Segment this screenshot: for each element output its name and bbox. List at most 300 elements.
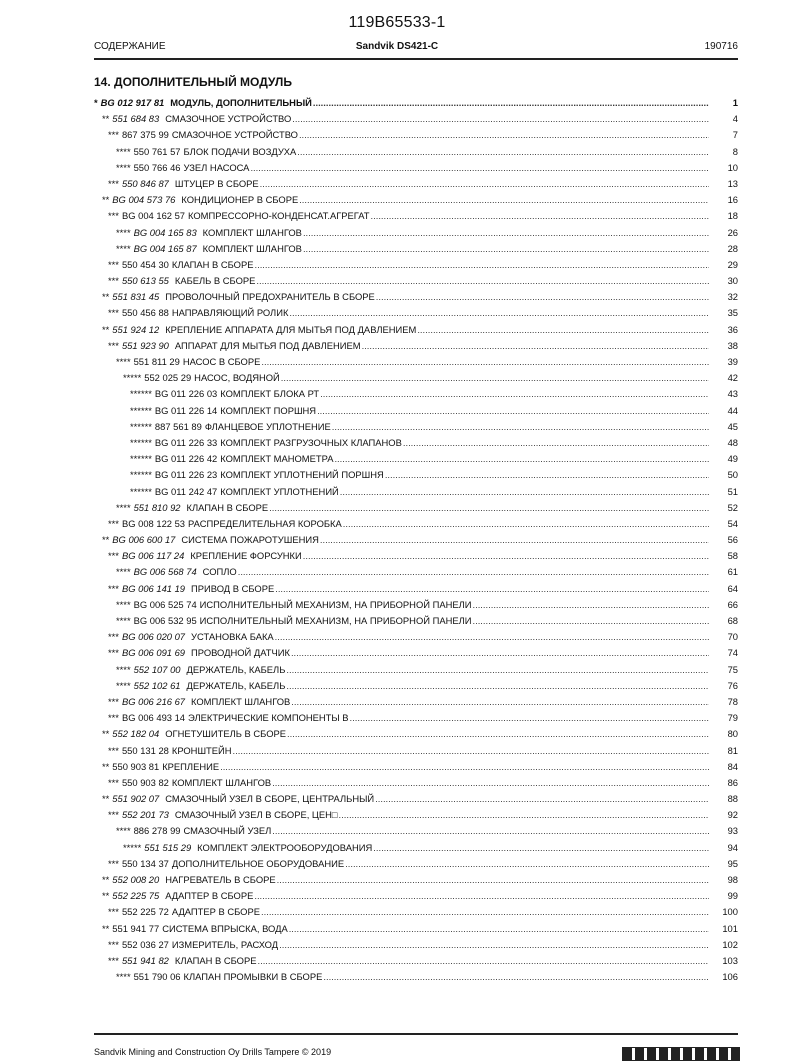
toc-level-marker: **** [116,501,131,513]
toc-dot-leader [220,761,709,772]
toc-page-number: 29 [727,258,738,270]
toc-entry[interactable] [94,534,738,550]
toc-entry[interactable] [94,243,738,259]
toc-part-number: 552 182 04 [112,728,160,740]
toc-page-number: 75 [727,663,738,675]
toc-entry[interactable] [94,906,738,922]
toc-entry-title: КОНДИЦИОНЕР В СБОРЕ [181,194,299,206]
toc-page-number: 10 [727,161,738,173]
document-number: 119B65533-1 [348,14,446,31]
header-divider [94,58,738,60]
toc-entry-title: АДАПТЕР В СБОРЕ [165,890,254,902]
toc-page-number: 18 [727,210,738,222]
toc-level-marker: ** [102,760,110,772]
toc-entry-title: КОМПЛЕКТ ШЛАНГОВ [171,776,272,788]
toc-dot-leader [362,340,709,351]
toc-part-number: 552 225 75 [112,890,160,902]
toc-dot-leader [417,324,709,335]
toc-level-marker: *** [108,582,119,594]
toc-entry-title: КЛАПАН ПРОМЫВКИ В СБОРЕ [183,971,323,983]
toc-part-number: BG 006 532 95 [133,615,197,626]
toc-level-marker: ****** [130,388,152,400]
toc-level-marker: *** [108,307,119,319]
toc-entry-title: ШТУЦЕР В СБОРЕ [174,177,259,189]
toc-entry[interactable] [94,405,738,421]
toc-dot-leader [334,453,709,464]
toc-part-number: BG 011 226 42 [154,453,218,465]
toc-page-number: 42 [727,372,738,384]
toc-entry-title: КОМПРЕССОРНО-КОНДЕНСАТ.АГРЕГАТ [188,210,370,222]
toc-dot-leader [275,583,709,594]
toc-part-number: 550 846 87 [121,177,169,189]
toc-entry[interactable] [94,453,738,469]
toc-entry-title: СОПЛО [202,566,237,578]
toc-dot-leader [373,842,709,853]
toc-page-number: 32 [727,291,738,303]
toc-dot-leader [332,421,709,432]
toc-entry[interactable] [94,178,738,194]
toc-level-marker: ****** [130,453,152,465]
toc-part-number: BG 004 165 87 [133,242,197,254]
toc-part-number: 551 831 45 [112,291,160,303]
toc-page-number: 93 [727,825,738,837]
toc-part-number: 551 790 06 [133,971,181,983]
toc-level-marker: *** [108,857,119,869]
toc-page-number: 50 [727,469,738,481]
toc-level-marker: **** [116,566,131,578]
toc-dot-leader [272,777,709,788]
toc-page-number: 66 [727,598,738,610]
toc-dot-leader [299,129,709,140]
toc-level-marker: *** [108,177,119,189]
toc-page-number: 68 [727,615,738,626]
toc-entry[interactable] [94,890,738,906]
toc-dot-leader [279,939,709,950]
toc-dot-leader [289,307,709,318]
toc-entry-title: ИСПОЛНИТЕЛЬНЫЙ МЕХАНИЗМ, НА ПРИБОРНОЙ ПАНЕЛИ [199,598,472,610]
toc-part-number: BG 004 162 57 [121,210,186,222]
toc-entry[interactable] [94,583,738,599]
toc-dot-leader [303,550,709,561]
toc-dot-leader [269,502,709,513]
toc-page-number: 16 [727,194,738,206]
toc-part-number: 551 684 83 [112,113,160,125]
toc-entry[interactable] [94,324,738,340]
toc-entry-title: НАСОС В СБОРЕ [182,356,261,367]
toc-page-number: 38 [727,339,738,351]
toc-level-marker: *** [108,938,119,950]
toc-part-number: 550 766 46 [133,161,181,173]
toc-level-marker: ***** [123,841,142,853]
toc-page-number: 81 [727,744,738,756]
toc-entry[interactable] [94,372,738,388]
toc-part-number: 887 561 89 [154,420,202,432]
toc-level-marker: *** [108,275,119,287]
toc-entry[interactable] [94,518,738,534]
toc-dot-leader [281,372,709,383]
toc-part-number: BG 004 165 83 [133,226,197,238]
toc-entry[interactable] [94,146,738,162]
toc-entry-title: КРЕПЛЕНИЕ АППАРАТА ДЛЯ МЫТЬЯ ПОД ДАВЛЕНИЕМ [165,323,417,335]
toc-entry-title: БЛОК ПОДАЧИ ВОЗДУХА [183,145,297,157]
toc-entry[interactable] [94,291,738,307]
toc-entry[interactable] [94,761,738,777]
toc-part-number: BG 006 141 19 [121,582,186,594]
toc-level-marker: **** [116,663,131,675]
table-of-contents [94,97,738,987]
toc-dot-leader [323,971,709,982]
toc-dot-leader [339,809,709,820]
toc-page-number: 76 [727,679,738,691]
toc-entry[interactable] [94,194,738,210]
toc-level-marker: ****** [130,469,152,481]
toc-level-marker: * [94,97,98,108]
toc-level-marker: *** [108,954,119,966]
toc-page-number: 28 [727,242,738,254]
toc-entry-title: КОМПЛЕКТ УПЛОТНЕНИЙ [220,485,339,497]
toc-entry-title: КРЕПЛЕНИЕ [162,760,220,772]
toc-level-marker: **** [116,226,131,238]
toc-part-number: 552 036 27 [121,938,169,950]
toc-part-number: BG 006 493 14 [121,712,186,724]
toc-level-marker: *** [108,809,119,821]
toc-part-number: 552 225 72 [121,906,169,918]
toc-dot-leader [291,647,709,658]
toc-level-marker: **** [116,242,131,254]
toc-dot-leader [317,405,709,416]
toc-level-marker: *** [108,517,119,529]
toc-page-number: 13 [727,177,738,189]
toc-part-number: BG 006 216 67 [121,695,186,707]
toc-page-number: 88 [727,793,738,805]
toc-entry[interactable] [94,680,738,696]
toc-entry[interactable] [94,227,738,243]
toc-entry[interactable] [94,469,738,485]
toc-entry[interactable] [94,971,738,987]
toc-part-number: 551 515 29 [144,841,192,853]
toc-part-number: BG 012 917 81 [100,97,165,108]
toc-dot-leader [303,227,709,238]
toc-page-number: 106 [722,971,738,983]
toc-entry[interactable] [94,664,738,680]
toc-entry[interactable] [94,356,738,372]
toc-dot-leader [371,210,710,221]
toc-part-number: 552 102 61 [133,679,181,691]
toc-entry-title: НАГРЕВАТЕЛЬ В СБОРЕ [165,874,276,885]
toc-entry[interactable] [94,842,738,858]
toc-entry-title: КЛАПАН В СБОРЕ [171,258,254,270]
toc-level-marker: ** [102,793,110,805]
toc-entry[interactable] [94,275,738,291]
toc-entry[interactable] [94,615,738,631]
toc-entry[interactable] [94,712,738,728]
toc-entry-title: КОМПЛЕКТ ПОРШНЯ [220,404,317,416]
toc-level-marker: ****** [130,436,152,448]
toc-page-number: 4 [732,113,738,125]
toc-entry[interactable] [94,437,738,453]
toc-part-number: 550 454 30 [121,258,169,270]
toc-part-number: 552 008 20 [112,874,160,885]
toc-page-number: 1 [732,97,738,108]
toc-level-marker: ** [102,194,110,206]
toc-entry[interactable] [94,259,738,275]
toc-entry-title: УСТАНОВКА БАКА [191,631,274,643]
toc-page-number: 102 [722,938,738,950]
toc-dot-leader [261,906,709,917]
toc-entry-title: АДАПТЕР В СБОРЕ [171,906,260,918]
toc-entry-title: КОМПЛЕКТ ЭЛЕКТРООБОРУДОВАНИЯ [197,841,373,853]
toc-part-number: 550 131 28 [121,744,169,756]
toc-entry-title: ДЕРЖАТЕЛЬ, КАБЕЛЬ [186,679,286,691]
toc-page-number: 70 [727,631,738,643]
toc-level-marker: *** [108,776,119,788]
toc-dot-leader [256,275,709,286]
toc-part-number: 867 375 99 [121,129,169,141]
toc-dot-leader [376,291,709,302]
toc-entry-title: СМАЗОЧНЫЙ УЗЕЛ В СБОРЕ, ЦЕНТРАЛЬНЫЙ [165,793,375,805]
toc-entry[interactable] [94,566,738,582]
toc-entry-title: ДОПОЛНИТЕЛЬНОЕ ОБОРУДОВАНИЕ [171,857,345,869]
toc-entry-title: НАПРАВЛЯЮЩИЙ РОЛИК [171,307,289,319]
toc-dot-leader [291,696,709,707]
toc-part-number: 551 811 29 [133,356,180,367]
toc-level-marker: **** [116,598,131,610]
toc-dot-leader [254,259,709,270]
toc-page-number: 99 [727,890,738,902]
header-model-name: Sandvik DS421-C [355,41,439,52]
header-contents-label: СОДЕРЖАНИЕ [94,41,166,52]
toc-page-number: 94 [727,841,738,853]
toc-part-number: 551 941 82 [121,954,169,966]
toc-dot-leader [340,486,709,497]
toc-level-marker: *** [108,712,119,724]
toc-entry-title: ПРОВОЛОЧНЫЙ ПРЕДОХРАНИТЕЛЬ В СБОРЕ [165,291,375,303]
toc-entry-title: КОМПЛЕКТ МАНОМЕТРА [220,453,334,465]
toc-dot-leader [472,599,709,610]
toc-entry-title: ОГНЕТУШИТЕЛЬ В СБОРЕ [165,728,286,740]
toc-dot-leader [260,178,709,189]
toc-part-number: 550 613 55 [121,275,169,287]
toc-entry-title: КОМПЛЕКТ ШЛАНГОВ [191,695,291,707]
toc-page-number: 80 [727,728,738,740]
toc-dot-leader [472,615,709,626]
toc-part-number: BG 006 020 07 [121,631,186,643]
toc-dot-leader [257,955,709,966]
toc-entry[interactable] [94,113,738,129]
toc-entry[interactable] [94,874,738,890]
toc-entry-title: ФЛАНЦЕВОЕ УПЛОТНЕНИЕ [204,420,331,432]
toc-dot-leader [343,518,709,529]
toc-page-number: 58 [727,550,738,562]
toc-part-number: BG 006 568 74 [133,566,197,578]
toc-entry[interactable] [94,809,738,825]
toc-dot-leader [292,113,709,124]
toc-part-number: 550 903 81 [112,760,160,772]
toc-entry[interactable] [94,631,738,647]
toc-part-number: BG 011 226 23 [154,469,218,481]
toc-dot-leader [275,631,709,642]
toc-level-marker: ** [102,291,110,303]
toc-level-marker: *** [108,258,119,270]
toc-part-number: BG 011 226 14 [154,404,218,416]
toc-page-number: 7 [732,129,738,141]
toc-entry[interactable] [94,858,738,874]
toc-page-number: 95 [727,857,738,869]
toc-level-marker: **** [116,615,131,626]
toc-part-number: 552 025 29 [144,372,192,384]
toc-part-number: 551 902 07 [112,793,160,805]
toc-dot-leader [350,712,709,723]
toc-page-number: 79 [727,712,738,724]
toc-part-number: BG 006 525 74 [133,598,197,610]
toc-entry-title: СМАЗОЧНОЕ УСТРОЙСТВО [171,129,298,141]
toc-level-marker: **** [116,679,131,691]
toc-level-marker: ** [102,922,110,934]
toc-entry-title: ПРОВОДНОЙ ДАТЧИК [191,647,290,659]
toc-page-number: 26 [727,226,738,238]
toc-dot-leader [289,923,709,934]
toc-level-marker: ** [102,113,110,125]
toc-entry[interactable] [94,340,738,356]
toc-page-number: 52 [727,501,738,513]
toc-page-number: 44 [727,404,738,416]
toc-page-number: 35 [727,307,738,319]
toc-entry[interactable] [94,777,738,793]
toc-part-number: BG 008 122 53 [121,517,186,529]
toc-page-number: 48 [727,436,738,448]
toc-entry[interactable] [94,129,738,145]
toc-dot-leader [320,388,709,399]
toc-level-marker: **** [116,145,131,157]
toc-entry-title: СМАЗОЧНЫЙ УЗЕЛ [183,825,272,837]
toc-entry-title: СИСТЕМА ВПРЫСКА, ВОДА [162,922,288,934]
toc-part-number: 886 278 99 [133,825,181,837]
toc-page-number: 49 [727,453,738,465]
toc-part-number: 551 941 77 [112,922,160,934]
toc-level-marker: *** [108,550,119,562]
toc-level-marker: ****** [130,404,152,416]
toc-part-number: BG 011 242 47 [154,485,218,497]
toc-page-number: 51 [727,485,738,497]
toc-entry[interactable] [94,97,738,113]
toc-entry[interactable] [94,728,738,744]
toc-page-number: 101 [722,922,738,934]
toc-level-marker: ** [102,890,110,902]
toc-dot-leader [320,534,709,545]
toc-dot-leader [403,437,709,448]
toc-level-marker: ** [102,323,110,335]
toc-level-marker: ***** [123,372,142,384]
toc-entry-title: ПРИВОД В СБОРЕ [191,582,275,594]
toc-dot-leader [297,146,709,157]
toc-entry-title: НАСОС, ВОДЯНОЙ [194,372,280,384]
toc-dot-leader [303,243,709,254]
toc-level-marker: *** [108,744,119,756]
toc-dot-leader [286,680,709,691]
toc-entry[interactable] [94,599,738,615]
toc-level-marker: ** [102,874,110,885]
toc-page-number: 30 [727,275,738,287]
toc-entry[interactable] [94,923,738,939]
toc-entry[interactable] [94,550,738,566]
toc-level-marker: ** [102,728,110,740]
toc-part-number: 550 456 88 [121,307,169,319]
toc-entry-title: КЛАПАН В СБОРЕ [186,501,269,513]
toc-entry[interactable] [94,745,738,761]
toc-part-number: 551 810 92 [133,501,181,513]
toc-entry[interactable] [94,696,738,712]
toc-level-marker: *** [108,906,119,918]
toc-entry[interactable] [94,825,738,841]
toc-entry[interactable] [94,486,738,502]
toc-entry-title: РАСПРЕДЕЛИТЕЛЬНАЯ КОРОБКА [188,517,342,529]
toc-page-number: 43 [727,388,738,400]
toc-page-number: 36 [727,323,738,335]
toc-page-number: 39 [727,356,738,367]
sandvik-logo [622,1047,740,1061]
toc-entry-title: ИЗМЕРИТЕЛЬ, РАСХОД [171,938,279,950]
toc-dot-leader [233,745,709,756]
toc-dot-leader [250,162,709,173]
toc-level-marker: *** [108,647,119,659]
toc-page-number: 54 [727,517,738,529]
toc-entry[interactable] [94,421,738,437]
toc-entry[interactable] [94,210,738,226]
toc-entry[interactable] [94,388,738,404]
toc-entry[interactable] [94,939,738,955]
toc-dot-leader [287,728,709,739]
toc-level-marker: *** [108,210,119,222]
toc-entry[interactable] [94,793,738,809]
toc-part-number: 552 201 73 [121,809,169,821]
toc-entry-title: ИСПОЛНИТЕЛЬНЫЙ МЕХАНИЗМ, НА ПРИБОРНОЙ ПАНЕЛИ [199,615,472,626]
toc-page-number: 103 [722,954,738,966]
toc-page-number: 45 [727,420,738,432]
toc-part-number: 551 923 90 [121,339,169,351]
toc-level-marker: **** [116,356,131,367]
toc-entry-title: КРЕПЛЕНИЕ ФОРСУНКИ [190,550,302,562]
toc-entry-title: ЭЛЕКТРИЧЕСКИЕ КОМПОНЕНТЫ В [188,712,349,724]
toc-level-marker: ****** [130,420,152,432]
toc-page-number: 56 [727,534,738,546]
toc-dot-leader [238,566,709,577]
toc-level-marker: ****** [130,485,152,497]
toc-part-number: BG 011 226 33 [154,436,218,448]
toc-level-marker: *** [108,339,119,351]
toc-entry[interactable] [94,955,738,971]
toc-part-number: BG 006 091 69 [121,647,186,659]
footer-divider [94,1033,738,1035]
header-date-code: 190716 [704,41,738,52]
toc-entry[interactable] [94,162,738,178]
toc-entry[interactable] [94,502,738,518]
toc-entry-title: КОМПЛЕКТ ШЛАНГОВ [202,226,302,238]
toc-entry[interactable] [94,647,738,663]
toc-dot-leader [345,858,709,869]
toc-page-number: 64 [727,582,738,594]
toc-part-number: BG 006 117 24 [121,550,185,562]
toc-part-number: 551 924 12 [112,323,160,335]
toc-dot-leader [254,890,709,901]
toc-entry-title: КОМПЛЕКТ ШЛАНГОВ [202,242,302,254]
toc-page-number: 78 [727,695,738,707]
toc-level-marker: **** [116,971,131,983]
toc-entry-title: ДЕРЖАТЕЛЬ, КАБЕЛЬ [186,663,286,675]
toc-entry-title: МОДУЛЬ, ДОПОЛНИТЕЛЬНЫЙ [170,97,312,108]
toc-page-number: 92 [727,809,738,821]
toc-entry[interactable] [94,307,738,323]
toc-level-marker: **** [116,161,131,173]
